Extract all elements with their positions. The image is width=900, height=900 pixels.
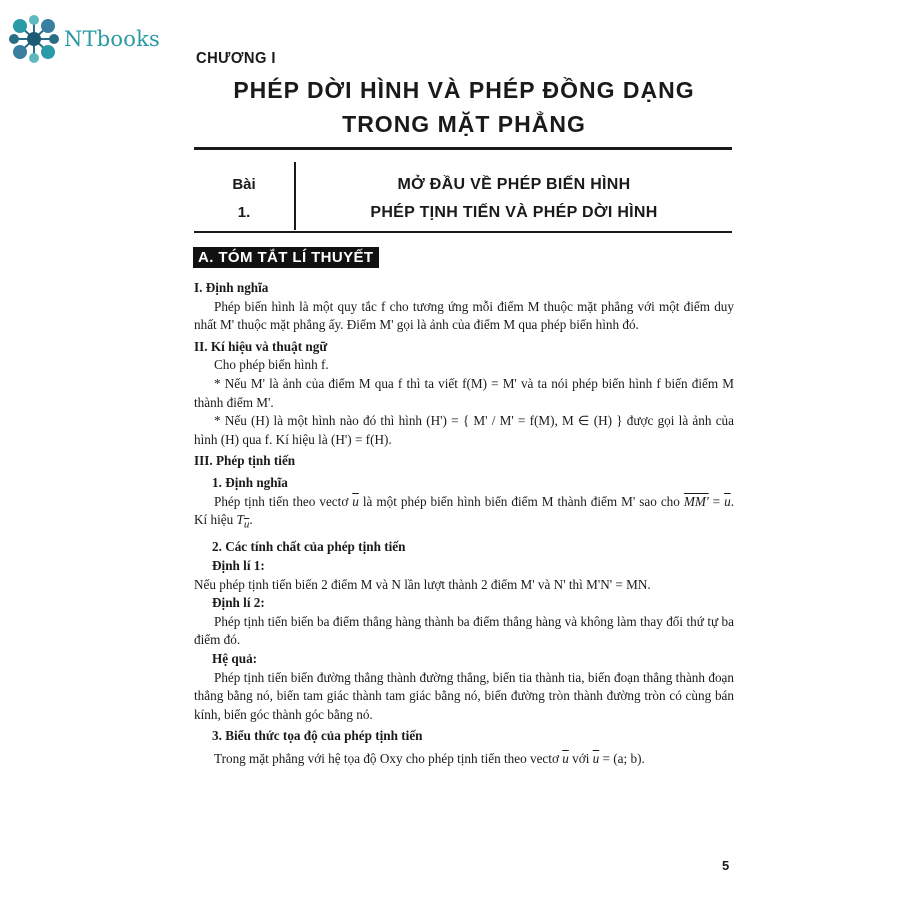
paragraph-translation-definition: Phép tịnh tiến theo vectơ $\overline{u}$ là một phép biến hình biến điểm M thành điểm M' sao cho $MM' = \overline{u}$. Kí hiệu $T_{\overline{u}}$. xyxy=(194,493,734,531)
chapter-title-line1: PHÉP DỜI HÌNH VÀ PHÉP ĐỒNG DẠNG xyxy=(233,77,695,103)
heading-notation: II. Kí hiệu và thuật ngữ xyxy=(194,338,328,354)
paragraph: Nếu phép tịnh tiến biến 2 điểm M và N lần lượt thành 2 điểm M' và N' thì M'N' = MN. xyxy=(194,576,651,592)
chapter-divider xyxy=(194,147,732,150)
subheading-coordinates: 3. Biểu thức tọa độ của phép tịnh tiến xyxy=(212,728,423,744)
page-body xyxy=(194,276,734,768)
lesson-header xyxy=(194,162,732,232)
theorem-1-label: Định lí 1: xyxy=(212,557,265,573)
paragraph: Phép tịnh tiến biến ba điểm thẳng hàng thành ba điểm thẳng hàng và không làm thay đổi thứ tự ba điểm đó. xyxy=(194,613,734,648)
subheading-definition: 1. Định nghĩa xyxy=(212,474,288,490)
lesson-title-line2: PHÉP TỊNH TIẾN VÀ PHÉP DỜI HÌNH xyxy=(370,204,658,221)
lesson-label-number: 1. xyxy=(237,204,251,221)
heading-translation: III. Phép tịnh tiến xyxy=(194,453,296,469)
page-number: 5 xyxy=(722,858,730,873)
paragraph-coordinates: Trong mặt phẳng với hệ tọa độ Oxy cho phép tịnh tiến theo vectơ $\overline{u}$ với $\overline{u} = (a$; b). xyxy=(214,750,645,766)
paragraph: Phép biến hình là một quy tắc f cho tương ứng mỗi điểm M thuộc mặt phẳng với một điểm duy nhất M' thuộc mặt phẳng ấy. Điểm M' gọi là ảnh của điểm M qua phép biến hình đó. xyxy=(194,298,734,333)
paragraph: Phép tịnh tiến biến đường thẳng thành đường thẳng, biến tia thành tia, biến đoạn thẳng thành đoạn thẳng bằng nó, biến tam giác thành tam giác bằng nó, biến đường tròn thành đường tròn có cùng bán kính, biến góc thành góc bằng nó. xyxy=(194,669,734,722)
logo-text: NTbooks xyxy=(64,27,161,51)
lesson-divider-bottom xyxy=(194,231,732,233)
lesson-title-line1: MỞ ĐẦU VỀ PHÉP BIẾN HÌNH xyxy=(397,176,631,193)
chapter-title-line2: TRONG MẶT PHẲNG xyxy=(342,111,586,137)
paragraph: Cho phép biến hình f. xyxy=(214,357,329,373)
chapter-label: CHƯƠNG I xyxy=(196,50,276,67)
paragraph: * Nếu (H) là một hình nào đó thì hình (H') = { M' / M' = f(M), M ∈ (H) } được gọi là ảnh của hình (H) qua f. Kí hiệu là (H') = f(H). xyxy=(194,413,734,447)
theorem-2-label: Định lí 2: xyxy=(212,595,265,611)
lesson-label-word: Bài xyxy=(232,176,256,193)
heading-definition: I. Định nghĩa xyxy=(194,280,269,295)
corollary-label: Hệ quả: xyxy=(212,650,258,666)
section-heading-a: A. TÓM TẮT LÍ THUYẾT xyxy=(193,247,379,268)
subheading-properties: 2. Các tính chất của phép tịnh tiến xyxy=(212,539,406,555)
ntbooks-logo xyxy=(8,14,160,64)
paragraph: * Nếu M' là ảnh của điểm M qua f thì ta viết f(M) = M' và ta nói phép biến hình f biến điểm M thành điểm M'. xyxy=(194,375,734,410)
molecule-logo-icon xyxy=(8,14,60,64)
